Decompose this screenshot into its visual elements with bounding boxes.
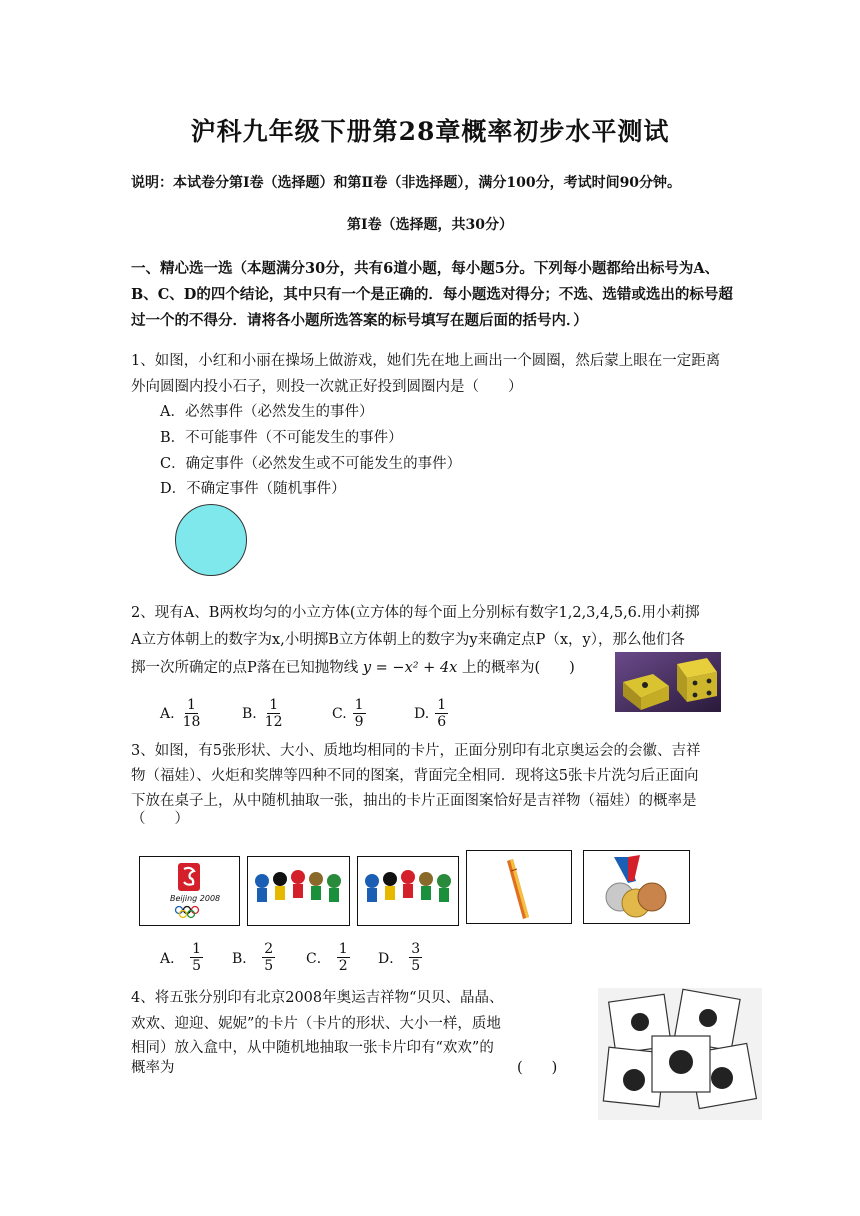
- question-2-choice-c: [332, 697, 366, 730]
- fraction-denominator: 5: [411, 958, 421, 974]
- question-1-option-a: A．必然事件（必然发生的事件）: [160, 404, 374, 420]
- fraction-denominator: 5: [264, 958, 274, 974]
- fraction-denominator: 2: [338, 958, 348, 974]
- choice-label: C．: [306, 950, 331, 967]
- question-3-choice-a: [160, 941, 203, 974]
- question-2-line-3-pre: 掷一次所确定的点P落在已知抛物线: [131, 660, 359, 676]
- question-1-option-b: B．不可能事件（不可能发生的事件）: [160, 430, 403, 446]
- choice-label: B．: [232, 950, 257, 967]
- card-torch: [466, 850, 572, 924]
- fraction-denominator: 9: [354, 714, 364, 730]
- question-3-line-2: 物（福娃）、火炬和奖牌等四种不同的图案，背面完全相同．现将这5张卡片洗匀后正面向: [131, 768, 699, 784]
- question-2-choice-a: [160, 697, 202, 730]
- question-2-choice-b: [242, 697, 285, 730]
- card-medals: [583, 850, 690, 924]
- question-1-option-c: C．确定事件（必然发生或不可能发生的事件）: [160, 456, 462, 472]
- mascot-cards-image: [598, 988, 762, 1120]
- question-1-option-d: D．不确定事件（随机事件）: [160, 481, 346, 497]
- fraction-denominator: 18: [182, 714, 201, 730]
- question-2-line-3-post: 上的概率为( ): [461, 660, 575, 676]
- card-mascots-1: [247, 856, 350, 926]
- question-3-line-3: 下放在桌子上，从中随机抽取一张，抽出的卡片正面图案恰好是吉祥物（福娃）的概率是: [131, 793, 697, 809]
- fraction-numerator: 3: [411, 941, 421, 957]
- exam-note: 说明：本试卷分第Ⅰ卷（选择题）和第Ⅱ卷（非选择题），满分100分，考试时间90分钟。: [131, 175, 682, 191]
- section-heading: 第Ⅰ卷（选择题，共30分）: [346, 217, 514, 233]
- choice-label: A．: [160, 950, 185, 967]
- fraction-denominator: 6: [437, 714, 447, 730]
- choice-label: B.: [242, 705, 257, 722]
- circle-figure: [175, 504, 247, 576]
- question-4-bracket: ( ): [517, 1060, 558, 1076]
- fraction-numerator: 1: [354, 697, 364, 713]
- card-emblem: [139, 856, 240, 926]
- choice-label: A.: [160, 705, 175, 722]
- fraction-denominator: 12: [264, 714, 283, 730]
- fraction-denominator: 5: [192, 958, 202, 974]
- card-mascots-2: [357, 856, 459, 926]
- mascots-icon: [358, 857, 458, 925]
- fraction-numerator: 2: [264, 941, 274, 957]
- fraction-numerator: 1: [192, 941, 202, 957]
- olympic-emblem-icon: [140, 857, 239, 925]
- medals-icon: [584, 851, 689, 923]
- choice-label: C.: [332, 705, 347, 722]
- torch-icon: [467, 851, 571, 923]
- question-1-text: 1、如图，小红和小丽在操场上做游戏，她们先在地上画出一个圆圈，然后蒙上眼在一定距离外向圆圈内投小石子，则投一次就正好投到圆圈内是（ ）: [131, 353, 721, 395]
- dice-image: [615, 652, 721, 712]
- question-4-line-2: 欢欢、迎迎、妮妮”的卡片（卡片的形状、大小一样，质地: [131, 1016, 501, 1032]
- fraction-numerator: 1: [437, 697, 447, 713]
- question-4-line-1: 4、将五张分别印有北京2008年奥运吉祥物“贝贝、晶晶、: [131, 990, 504, 1006]
- question-3-choice-b: [232, 941, 275, 974]
- question-3-line-1: 3、如图，有5张形状、大小、质地均相同的卡片，正面分别印有北京奥运会的会徽、吉祥: [131, 743, 701, 759]
- fraction-numerator: 1: [338, 941, 348, 957]
- choice-label: D.: [414, 705, 430, 722]
- question-3-line-4: （ ）: [131, 811, 189, 827]
- question-2-line-3: [131, 655, 575, 681]
- question-3-choice-d: [378, 941, 422, 974]
- parabola-formula: y = −x² + 4x: [362, 660, 458, 676]
- page-title: 沪科九年级下册第28章概率初步水平测试: [190, 117, 670, 146]
- question-2-choice-d: [414, 697, 448, 730]
- question-2-line-1: 2、现有A、B两枚均匀的小立方体(立方体的每个面上分别标有数字1,2,3,4,5,6.用小莉掷: [131, 605, 700, 621]
- mascots-icon: [248, 857, 349, 925]
- instructions: 一、精心选一选（本题满分30分，共有6道小题，每小题5分。下列每小题都给出标号为A、B、C、D的四个结论，其中只有一个是正确的．每小题选对得分；不选、选错或选出的标号超过一个的不得分．请将各小题所选答案的标号填写在题后面的括号内．）: [131, 260, 733, 329]
- question-3-choice-c: [306, 941, 350, 974]
- question-4-line-3: 相同）放入盒中，从中随机地抽取一张卡片印有“欢欢”的: [131, 1040, 494, 1056]
- question-2-line-2: A立方体朝上的数字为x,小明掷B立方体朝上的数字为y来确定点P（x，y），那么他们各: [131, 632, 685, 648]
- emblem-caption: Beijing 2008: [170, 894, 221, 903]
- question-4-line-4: 概率为: [131, 1060, 175, 1076]
- choice-label: D．: [378, 950, 404, 967]
- fraction-numerator: 1: [269, 697, 279, 713]
- fraction-numerator: 1: [187, 697, 196, 713]
